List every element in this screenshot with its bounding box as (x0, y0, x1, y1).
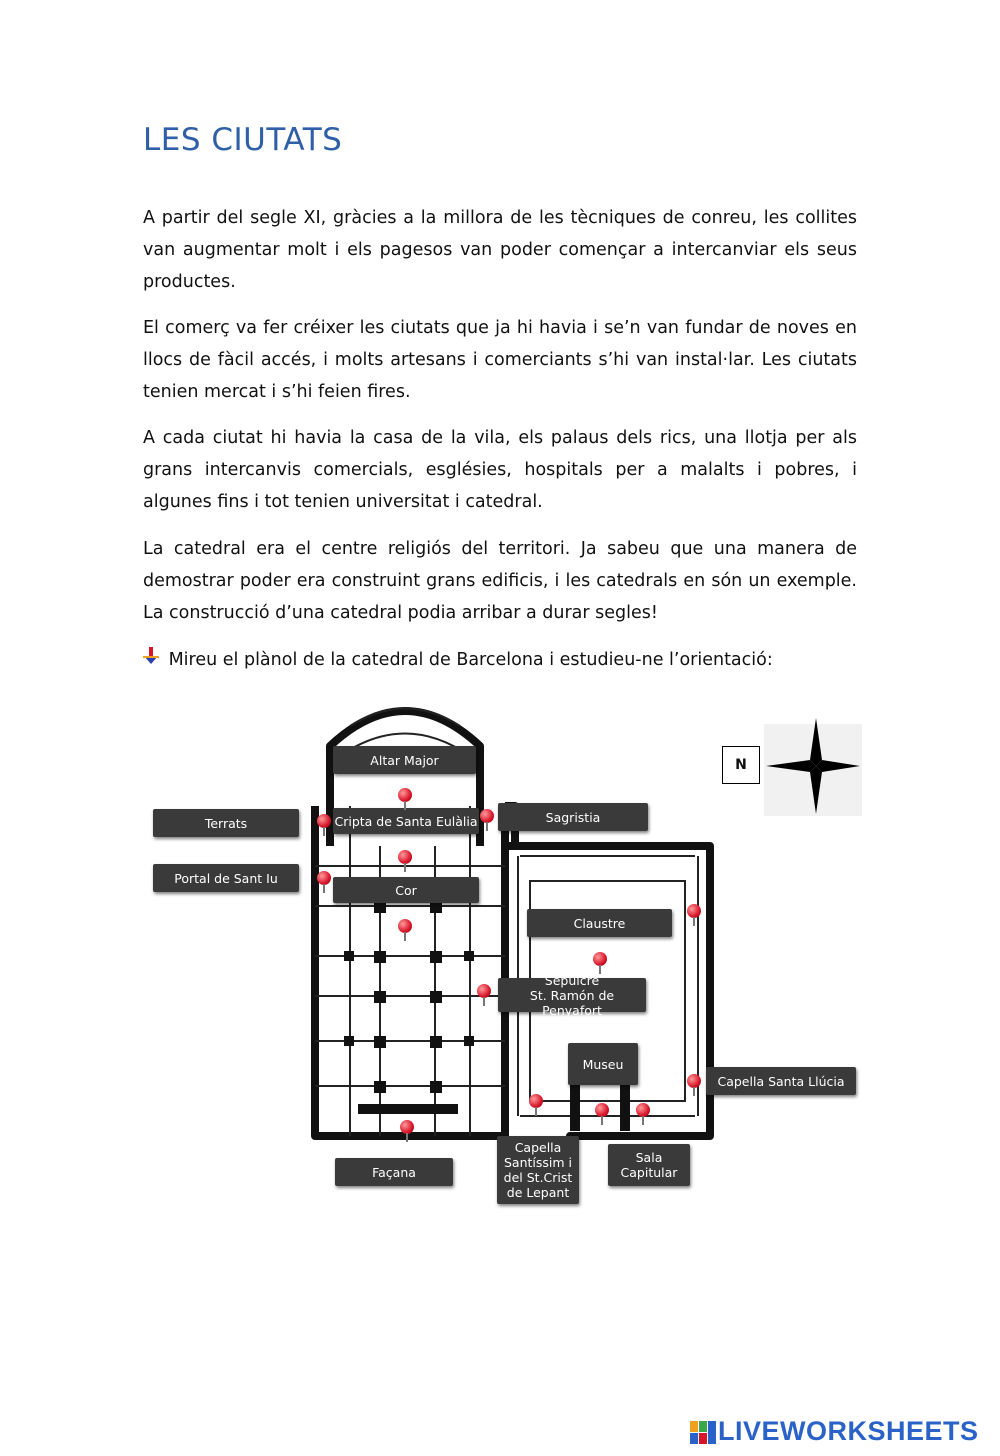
bullet-arrow-icon (143, 644, 163, 676)
pin-terrats (317, 814, 331, 828)
paragraph-3: A cada ciutat hi havia la casa de la vila, els palaus dels rics, una llotja per als grans intercanvis comercials, esglésies, hospitals per a malalts i pobres, i algunes fins i tot tenien universitat i catedral. (143, 428, 857, 512)
label-altar-major: Altar Major (333, 746, 476, 774)
label-capella-santa-llucia: Capella Santa Llúcia (706, 1067, 856, 1095)
label-museu: Museu (568, 1043, 638, 1085)
pin-sala-capitular (636, 1103, 650, 1117)
label-cripta: Cripta de Santa Eulàlia (333, 808, 479, 834)
liveworksheets-mark-icon (690, 1421, 716, 1445)
label-claustre: Claustre (527, 909, 672, 937)
paragraph-1: A partir del segle XI, gràcies a la millora de les tècniques de conreu, les collites van augmentar molt i els pagesos van poder començar a intercanviar els seus productes. (143, 208, 857, 292)
label-sepulcre (498, 972, 646, 1018)
label-facana: Façana (335, 1158, 453, 1186)
compass-n-box: N (722, 746, 760, 784)
page-title: LES CIUTATS (143, 122, 343, 158)
liveworksheets-logo (690, 1416, 979, 1447)
pin-altar-major (398, 788, 412, 802)
paragraph-2: El comerç va fer créixer les ciutats que ja hi havia i se’n van fundar de noves en llocs de fàcil accés, i molts artesans i comerciants s’hi van instal·lar. Les ciutats tenien mercat i s’hi feien fires. (143, 318, 857, 402)
pin-capella-santissim (529, 1094, 543, 1108)
label-sala-capitular: Sala Capitular (608, 1144, 690, 1186)
label-capella-santissim: Capella Santíssim i del St.Crist de Lepant (497, 1136, 579, 1204)
label-sagristia: Sagristia (498, 803, 648, 831)
label-cor: Cor (333, 877, 479, 903)
footer-logo-text: LIVEWORKSHEETS (718, 1416, 979, 1446)
pin-museu (595, 1103, 609, 1117)
pin-cor (398, 919, 412, 933)
pin-claustre (593, 952, 607, 966)
label-portal-sant-iu: Portal de Sant Iu (153, 864, 299, 892)
pin-sagristia (480, 809, 494, 823)
pin-portal-sant-iu (317, 871, 331, 885)
pin-facana (400, 1120, 414, 1134)
bullet-instruction (143, 644, 773, 676)
bullet-text: Mireu el plànol de la catedral de Barcelona i estudieu-ne l’orientació: (168, 650, 773, 670)
label-terrats: Terrats (153, 809, 299, 837)
pin-capella-santa-llucia (687, 1074, 701, 1088)
label-sepulcre-line2: St. Ramón de Penyafort (529, 987, 615, 1018)
label-sepulcre-line1: Sepulcre (544, 972, 600, 988)
pin-cripta (398, 850, 412, 864)
pin-sepulcre (477, 984, 491, 998)
paragraph-4: La catedral era el centre religiós del territori. Ja sabeu que una manera de demostrar poder era construint grans edificis, i les catedrals en són un exemple. La construcció d’una catedral podia arribar a durar segles! (143, 539, 857, 623)
pin-northeast (687, 904, 701, 918)
